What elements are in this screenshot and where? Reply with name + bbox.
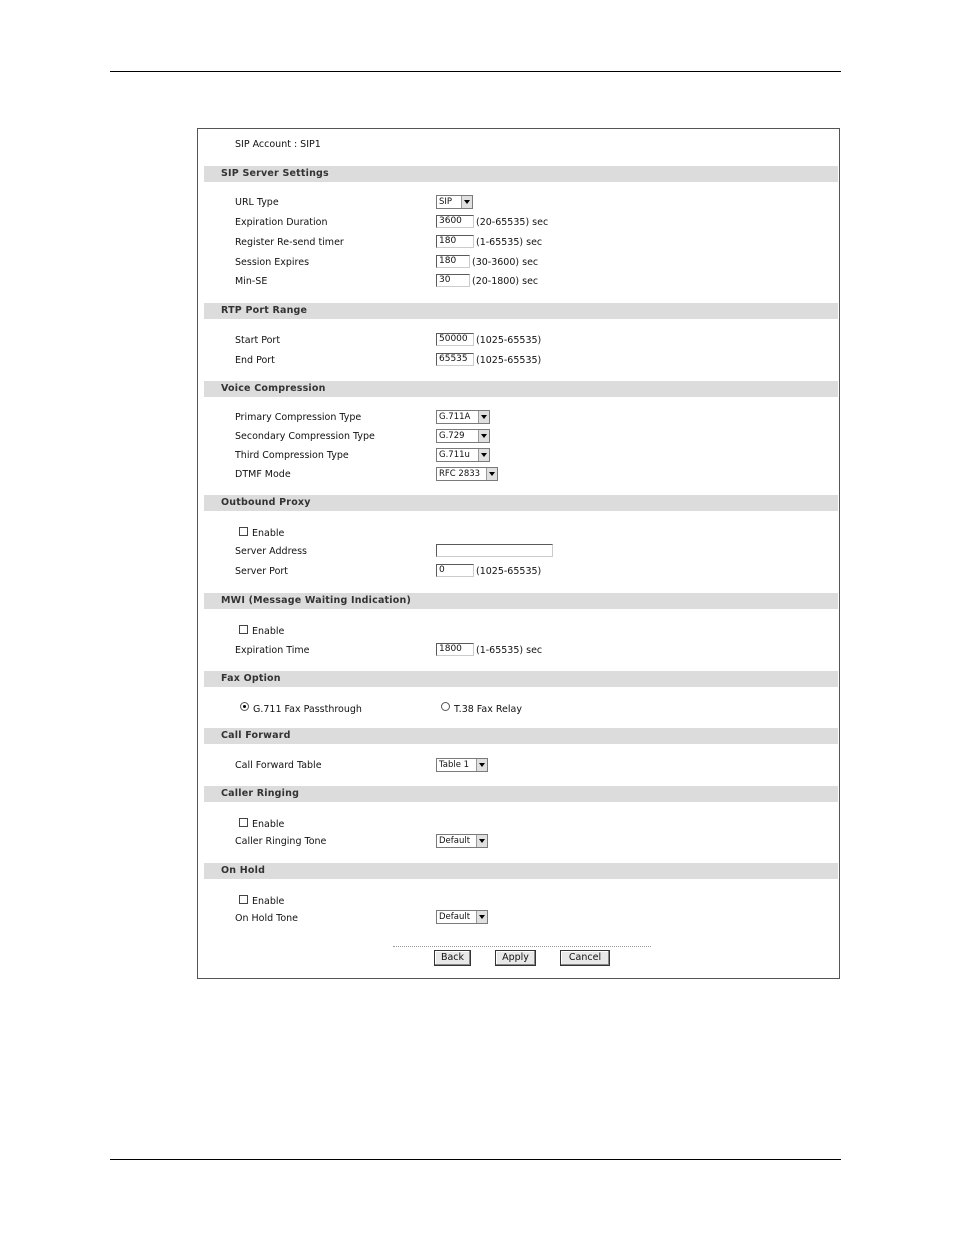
chevron-down-icon (476, 911, 487, 923)
server-address-label: Server Address (235, 546, 308, 557)
mwi-expiration-input[interactable]: 1800 (436, 643, 474, 656)
start-port-label: Start Port (235, 335, 281, 346)
end-port-range: (1025-65535) (476, 355, 542, 366)
caller-ringing-enable-checkbox[interactable] (239, 818, 248, 827)
button-separator (393, 946, 651, 947)
chevron-down-icon (476, 759, 487, 771)
dtmf-mode-label: DTMF Mode (235, 469, 291, 480)
fax-passthrough-label: G.711 Fax Passthrough (253, 704, 362, 715)
expiration-duration-input[interactable]: 3600 (436, 215, 474, 228)
section-title-voice: Voice Compression (221, 383, 326, 394)
mwi-expiration-range: (1-65535) sec (476, 645, 543, 656)
top-page-rule (110, 71, 841, 72)
session-expires-range: (30-3600) sec (472, 257, 539, 268)
secondary-compression-select[interactable] (436, 429, 490, 443)
on-hold-tone-select[interactable] (436, 910, 488, 924)
section-title-on-hold: On Hold (221, 865, 266, 876)
on-hold-enable-label: Enable (252, 896, 285, 907)
expiration-duration-range: (20-65535) sec (476, 217, 549, 228)
min-se-input[interactable]: 30 (436, 274, 470, 287)
cancel-button[interactable]: Cancel (560, 950, 610, 966)
start-port-range: (1025-65535) (476, 335, 542, 346)
mwi-enable-checkbox[interactable] (239, 625, 248, 634)
server-port-label: Server Port (235, 566, 289, 577)
url-type-label: URL Type (235, 197, 279, 208)
outbound-enable-label: Enable (252, 528, 285, 539)
secondary-compression-label: Secondary Compression Type (235, 431, 375, 442)
section-title-fax: Fax Option (221, 673, 281, 684)
caller-ringing-enable-label: Enable (252, 819, 285, 830)
back-button[interactable]: Back (434, 950, 471, 966)
secondary-compression-value: G.729 (439, 431, 465, 441)
call-forward-table-value: Table 1 (439, 760, 470, 770)
fax-passthrough-radio[interactable] (240, 702, 249, 711)
min-se-range: (20-1800) sec (472, 276, 539, 287)
end-port-input[interactable]: 65535 (436, 353, 474, 366)
bottom-page-rule (110, 1159, 841, 1160)
sip-account-panel (197, 128, 840, 979)
on-hold-tone-value: Default (439, 912, 471, 922)
expiration-duration-label: Expiration Duration (235, 217, 328, 228)
register-resend-range: (1-65535) sec (476, 237, 543, 248)
chevron-down-icon (478, 449, 489, 461)
section-title-sip-server: SIP Server Settings (221, 168, 329, 179)
dtmf-mode-select[interactable] (436, 467, 498, 481)
session-expires-label: Session Expires (235, 257, 310, 268)
mwi-enable-label: Enable (252, 626, 285, 637)
third-compression-select[interactable] (436, 448, 490, 462)
start-port-input[interactable]: 50000 (436, 333, 474, 346)
third-compression-value: G.711u (439, 450, 470, 460)
server-port-range: (1025-65535) (476, 566, 542, 577)
chevron-down-icon (478, 430, 489, 442)
url-type-value: SIP (439, 197, 453, 207)
chevron-down-icon (461, 196, 472, 208)
fax-relay-label: T.38 Fax Relay (454, 704, 522, 715)
chevron-down-icon (476, 835, 487, 847)
outbound-enable-checkbox[interactable] (239, 527, 248, 536)
section-bar-on-hold (204, 863, 838, 879)
mwi-expiration-label: Expiration Time (235, 645, 310, 656)
third-compression-label: Third Compression Type (235, 450, 349, 461)
caller-ringing-tone-label: Caller Ringing Tone (235, 836, 327, 847)
min-se-label: Min-SE (235, 276, 268, 287)
call-forward-table-label: Call Forward Table (235, 760, 322, 771)
server-address-input[interactable] (436, 544, 553, 557)
section-bar-call-forward (204, 728, 838, 744)
on-hold-enable-checkbox[interactable] (239, 895, 248, 904)
end-port-label: End Port (235, 355, 275, 366)
url-type-select[interactable] (436, 195, 473, 209)
section-title-call-forward: Call Forward (221, 730, 291, 741)
primary-compression-label: Primary Compression Type (235, 412, 362, 423)
apply-button[interactable]: Apply (495, 950, 536, 966)
section-title-outbound: Outbound Proxy (221, 497, 311, 508)
fax-relay-radio[interactable] (441, 702, 450, 711)
section-title-rtp: RTP Port Range (221, 305, 308, 316)
caller-ringing-tone-select[interactable] (436, 834, 488, 848)
chevron-down-icon (478, 411, 489, 423)
sip-account-title: SIP Account : SIP1 (235, 139, 321, 150)
primary-compression-select[interactable] (436, 410, 490, 424)
section-title-caller-ringing: Caller Ringing (221, 788, 300, 799)
call-forward-table-select[interactable] (436, 758, 488, 772)
on-hold-tone-label: On Hold Tone (235, 913, 299, 924)
chevron-down-icon (486, 468, 497, 480)
caller-ringing-tone-value: Default (439, 836, 471, 846)
section-title-mwi: MWI (Message Waiting Indication) (221, 595, 411, 606)
register-resend-label: Register Re-send timer (235, 237, 344, 248)
session-expires-input[interactable]: 180 (436, 255, 470, 268)
server-port-input[interactable]: 0 (436, 564, 474, 577)
dtmf-mode-value: RFC 2833 (439, 469, 481, 479)
primary-compression-value: G.711A (439, 412, 471, 422)
register-resend-input[interactable]: 180 (436, 235, 474, 248)
section-bar-fax (204, 671, 838, 687)
section-bar-caller-ringing (204, 786, 838, 802)
